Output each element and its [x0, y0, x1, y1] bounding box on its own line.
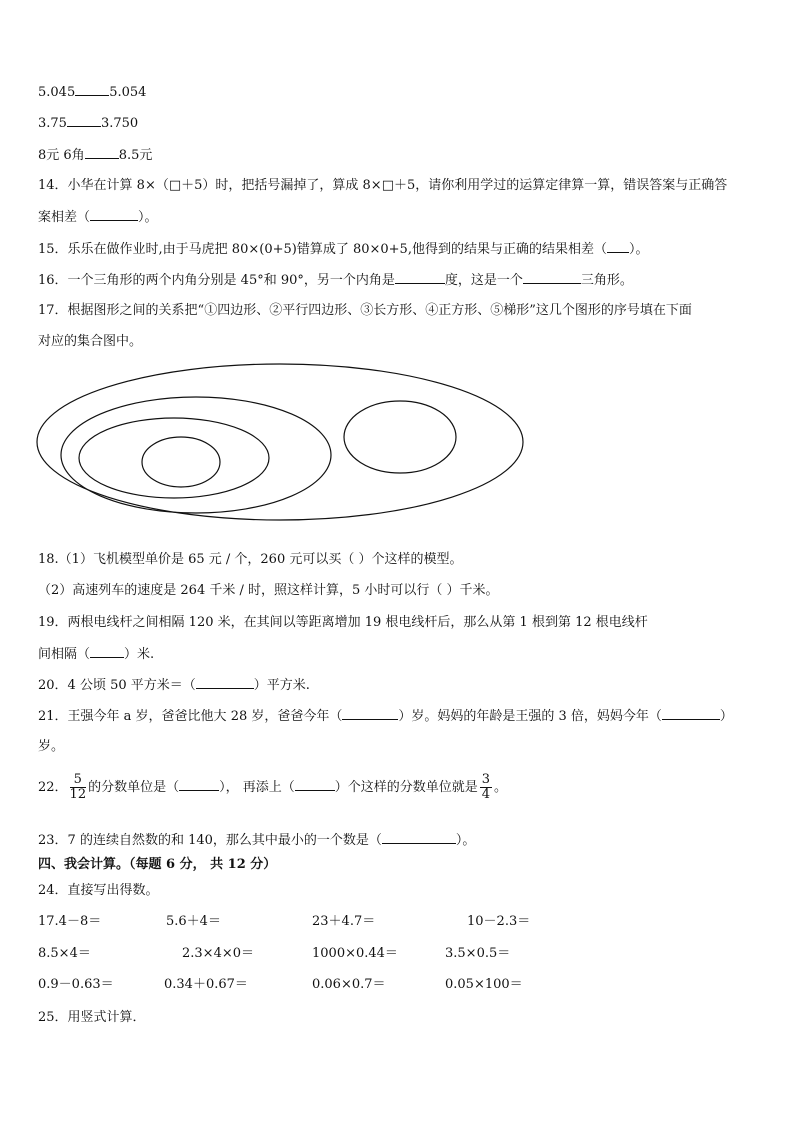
calc-1[interactable]: 17.4－8＝ [38, 914, 102, 929]
compare-3-left: 8元 6角 [38, 148, 85, 163]
set-diagram [34, 360, 530, 530]
compare-1 [38, 83, 146, 102]
q22-count-blank[interactable] [295, 778, 335, 791]
q18-line2: （2）高速列车的速度是 264 千米 / 时，照这样计算，5 小时可以行（ ）千米。 [38, 583, 499, 598]
q18-line1: 18.（1）飞机模型单价是 65 元 / 个，260 元可以买（ ）个这样的模型。 [38, 552, 463, 567]
calc-6[interactable]: 2.3×4×0＝ [182, 946, 255, 961]
compare-1-left: 5.045 [38, 85, 76, 100]
compare-2-left: 3.75 [38, 116, 67, 131]
set-level2[interactable] [61, 397, 331, 513]
calc-5[interactable]: 8.5×4＝ [38, 946, 91, 961]
calc-10[interactable]: 0.34＋0.67＝ [164, 977, 248, 992]
compare-1-right: 5.054 [109, 85, 147, 100]
calc-4[interactable]: 10－2.3＝ [467, 914, 531, 929]
fraction-5-12: $\frac{5}{12}$ [69, 772, 87, 802]
q23-answer-blank[interactable] [382, 831, 456, 844]
calc-9[interactable]: 0.9－0.63＝ [38, 977, 114, 992]
q22: 22． $\frac{5}{12}$ 的分数单位是（ ）， 再添上（ ）个这样的分数单位就是 $\frac{3}{4}$ 。 [38, 772, 508, 802]
compare-3-right: 8.5元 [118, 148, 153, 163]
compare-1-blank[interactable] [75, 83, 109, 96]
q25: 25．用竖式计算． [38, 1010, 146, 1025]
q19-answer-blank[interactable] [90, 645, 124, 658]
set-right[interactable] [344, 401, 456, 473]
q21-line1: 21．王强今年 a 岁，爸爸比他大 28 岁，爸爸今年（ ）岁。妈妈的年龄是王强的 3 倍，妈妈今年（ ） [38, 709, 733, 724]
set-outer[interactable] [37, 364, 523, 520]
fraction-3-4: $\frac{3}{4}$ [481, 772, 491, 802]
q22-unit-blank[interactable] [179, 778, 219, 791]
compare-3-blank[interactable] [85, 146, 119, 159]
q15-answer-blank[interactable] [607, 240, 629, 253]
q14-line1: 14．小华在计算 8×（□＋5）时，把括号漏掉了，算成 8×□＋5，请你利用学过的运算定律算一算，错误答案与正确答 [38, 178, 728, 193]
calc-11[interactable]: 0.06×0.7＝ [312, 977, 386, 992]
q17-line2: 对应的集合图中。 [38, 334, 143, 349]
calc-8[interactable]: 3.5×0.5＝ [445, 946, 511, 961]
q16-type-blank[interactable] [523, 271, 581, 284]
set-level3[interactable] [79, 418, 269, 498]
compare-3 [38, 146, 152, 165]
q14-line2: 案相差（ ）。 [38, 210, 158, 225]
q19-line2: 间相隔（ ）米. [38, 647, 155, 662]
q21-line2: 岁。 [38, 739, 65, 754]
section-4-heading: 四、我会计算。（每题 6 分， 共 12 分） [38, 857, 277, 872]
calc-3[interactable]: 23＋4.7＝ [312, 914, 376, 929]
compare-2-right: 3.750 [100, 116, 139, 131]
set-inner[interactable] [142, 437, 220, 487]
q20-answer-blank[interactable] [196, 676, 254, 689]
q17-line1: 17．根据图形之间的关系把“①四边形、②平行四边形、③长方形、④正方形、⑤梯形”这几个图形的序号填在下面 [38, 303, 692, 318]
calc-12[interactable]: 0.05×100＝ [445, 977, 523, 992]
q20: 20．4 公顷 50 平方米＝（ ）平方米. [38, 678, 310, 693]
calc-2[interactable]: 5.6＋4＝ [166, 914, 221, 929]
q16-angle-blank[interactable] [395, 271, 445, 284]
q16: 16．一个三角形的两个内角分别是 45°和 90°，另一个内角是 度，这是一个 三角形。 [38, 273, 633, 288]
q21-mom-blank[interactable] [662, 707, 720, 720]
compare-2-blank[interactable] [67, 114, 101, 127]
calc-7[interactable]: 1000×0.44＝ [312, 946, 398, 961]
q15: 15．乐乐在做作业时,由于马虎把 80×(0+5)错算成了 80×0+5,他得到的结果与正确的结果相差（ ）。 [38, 242, 649, 257]
compare-2 [38, 114, 138, 133]
q14-answer-blank[interactable] [90, 208, 138, 221]
q21-dad-blank[interactable] [342, 707, 398, 720]
q19-line1: 19．两根电线杆之间相隔 120 米，在其间以等距离增加 19 根电线杆后，那么从第 1 根到第 12 根电线杆 [38, 615, 648, 630]
q24-title: 24．直接写出得数。 [38, 883, 159, 898]
q23: 23．7 的连续自然数的和 140，那么其中最小的一个数是（ ）。 [38, 833, 476, 848]
